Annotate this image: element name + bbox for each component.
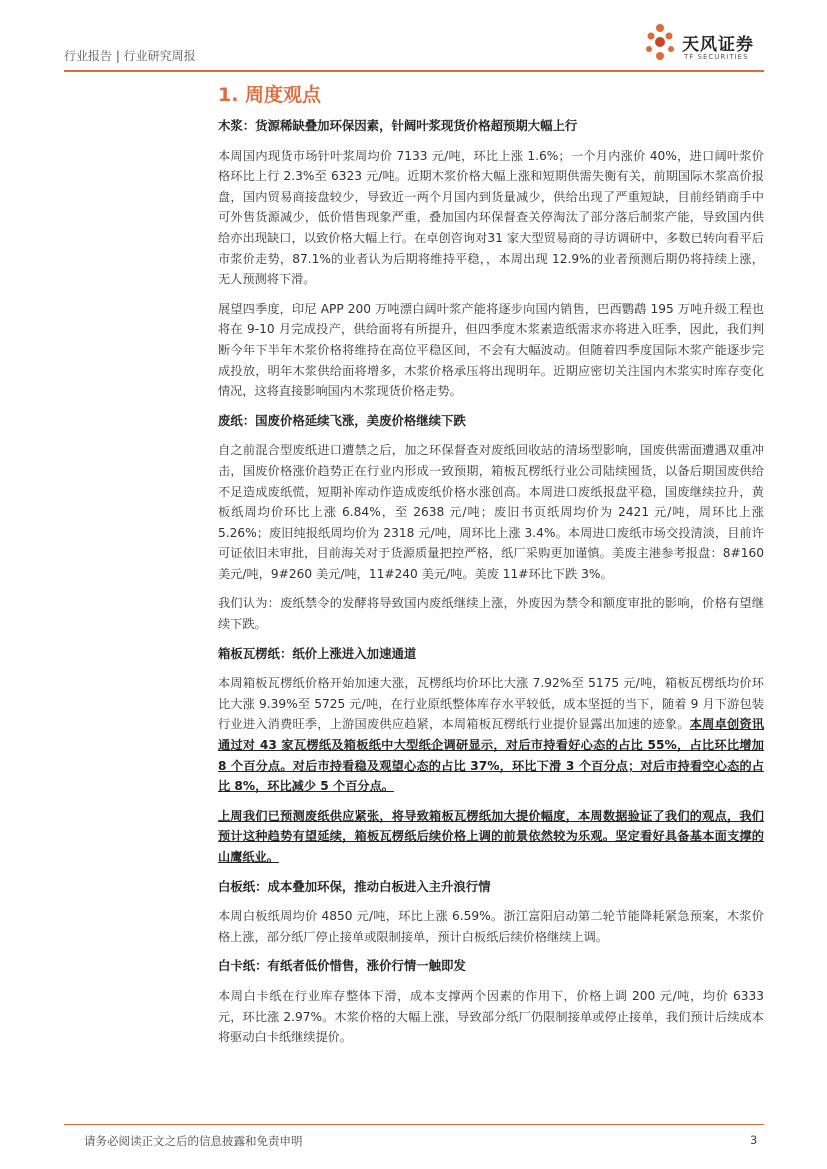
paragraph: 本周白板纸周均价 4850 元/吨，环比上涨 6.59%。浙江富阳启动第二轮节能降耗紧急预案，木浆价格上涨，部分纸厂停止接单或限制接单，预计白板纸后续价格继续上调。 <box>218 909 764 944</box>
subsection-heading-corrugated: 箱板瓦楞纸：纸价上涨进入加速通道 <box>218 645 417 661</box>
footer-disclaimer: 请务必阅读正文之后的信息披露和免责申明 <box>84 1134 303 1148</box>
subsection-heading-pulp: 木浆：货源稀缺叠加环保因素，针阔叶浆现货价格超预期大幅上行 <box>218 118 578 133</box>
paragraph: 本周国内现货市场针叶浆周均价 7133 元/吨，环比上涨 1.6%；一个月内涨价 40%，进口阔叶浆价格环比上行 2.3%至 6323 元/吨。近期木浆价格大幅上涨和短期供需失衡有关，前期国际木浆高价报盘，国内贸易商接盘较少，导致近一两个月国内到货量减少，供给出现了严重短缺，目前经销商手中可外售货源减少，低价惜售现象严重，叠加国内环保督查关停淘汰了部分落后制浆产能，导致国内供给亦出现缺口，以致价格大幅上行。在卓创咨询对31 家大型贸易商的寻访调研中，多数已转向看平后市浆价走势，87.1%的业者认为后期将维持平稳，，本周出现 12.9%的业者预测后期仍将持续上涨，无人预测将下滑。 <box>218 148 764 287</box>
highlighted-text: 本周卓创资讯通过对 43 家瓦楞纸及箱板纸中大型纸企调研显示，对后市持看好心态的占比 55%，占比环比增加 8 个百分点。对后市持看稳及观望心态的占比 37%，环比下滑 3 个百分点；对后市持看空心态的占比 8%，环比减少 5 个百分点。 <box>218 717 765 794</box>
paragraph: 展望四季度，印尼 APP 200 万吨漂白阔叶浆产能将逐步向国内销售，巴西鹦鹉 195 万吨升级工程也将在 9-10 月完成投产，供给面将有所提升，但四季度木浆素造纸需求亦将进入旺季，因此，我们判断今年下半年木浆价格将维持在高位平稳区间，不会有大幅波动。但随着四季度国际木浆产能逐步完成投放，明年木浆供给面将增多，木浆价格承压将出现明年。近期应密切关注国内木浆实时库存变化情况，这将直接影响国内木浆现货价格走势。 <box>218 301 764 399</box>
company-logo <box>642 22 782 68</box>
subsection-heading-ivory-board: 白卡纸：有纸者低价惜售，涨价行情一触即发 <box>218 958 466 974</box>
paragraph-text: 本周箱板瓦楞纸价格开始加速大涨，瓦楞纸均价环比大涨 7.92%至 5175 元/吨，箱板瓦楞纸均价环比大涨 9.39%至 5725 元/吨，在行业原纸整体库存水平较低，成本坚挺的当下，随着 9 月下游包装行业进入消费旺季，上游国废供应趋紧，本周箱板瓦楞纸行业提价显露出加速的迹象。 <box>218 676 764 732</box>
page-number: 3 <box>750 1133 758 1147</box>
subsection-heading-waste-paper: 废纸：国废价格延续飞涨，美废价格继续下跌 <box>218 412 466 428</box>
header-divider <box>64 70 764 72</box>
subsection-heading-whiteboard: 白板纸：成本叠加环保，推动白板进入主升浪行情 <box>218 878 491 894</box>
paragraph: 本周白卡纸在行业库存整体下滑，成本支撑两个因素的作用下，价格上调 200 元/吨，均价 6333 元，环比涨 2.97%。木浆价格的大幅上涨，导致部分纸厂仍限制接单或停止接单，我们预计后续成本将驱动白卡纸继续提价。 <box>218 988 764 1045</box>
logo-mark-icon <box>642 22 678 66</box>
paragraph: 自之前混合型废纸进口遭禁之后，加之环保督查对废纸回收站的清场型影响，国废供需面遭遇双重冲击，国废价格涨价趋势正在行业内形成一致预期，箱板瓦楞纸行业公司陆续囤货，以备后期国废供给不足造成废纸慌，短期补库动作造成废纸价格水涨创高。本周进口废纸报盘平稳，国废继续拉升，黄板纸周均价环比上涨 6.84%，至 2638 元/吨；废旧书页纸周均价为 2421 元/吨，周环比上涨 5.26%；废旧纯报纸周均价为 2318 元/吨，周环比上涨 3.4%。本周进口废纸市场交投清淡，目前许可证依旧未审批，目前海关对于货源质量把控严格，纸厂采购更加谨慎。美废主港参考报盘：8#160 美元/吨，9#260 美元/吨，11#240 美元/吨。美废 11#环比下跌 3%。 <box>218 443 764 581</box>
report-body <box>218 112 764 1057</box>
paragraph <box>218 806 764 868</box>
highlighted-text: 上周我们已预测废纸供应紧张，将导致箱板瓦楞纸加大提价幅度，本周数据验证了我们的观点，我们预计这种趋势有望延续，箱板瓦楞纸后续价格上调的前景依然较为乐观。坚定看好具备基本面支撑的山鹰纸业。 <box>218 808 764 864</box>
footer-divider <box>64 1124 764 1125</box>
section-title: 1. 周度观点 <box>218 84 322 106</box>
paragraph <box>218 673 764 797</box>
logo-subtext: TF SECURITIES <box>684 53 749 61</box>
paragraph: 我们认为：废纸禁令的发酵将导致国内废纸继续上涨，外废因为禁令和额度审批的影响，价格有望继续下跌。 <box>218 596 764 632</box>
breadcrumb: 行业报告 | 行业研究周报 <box>64 49 196 63</box>
logo-text: 天风证券 <box>682 35 754 55</box>
